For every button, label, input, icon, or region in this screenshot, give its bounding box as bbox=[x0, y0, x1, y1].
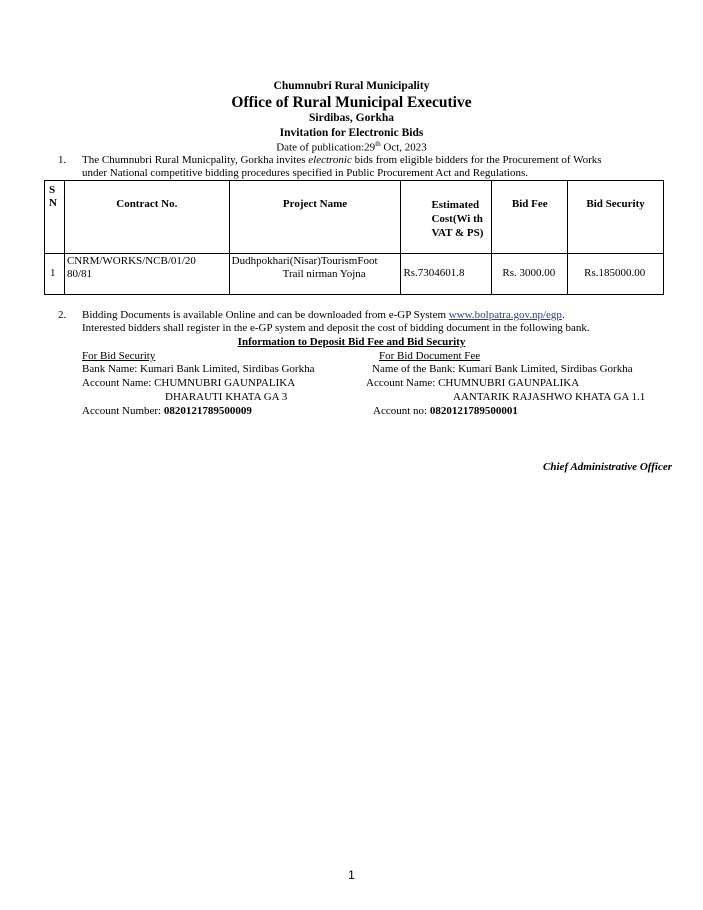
header-contract-no: Contract No. bbox=[64, 181, 229, 254]
header-bid-security: Bid Security bbox=[568, 181, 664, 254]
page-number: 1 bbox=[348, 868, 355, 882]
section-1-number: 1. bbox=[58, 154, 67, 166]
cell-estimated-cost: Rs.7304601.8 bbox=[401, 254, 492, 295]
cell-bid-security: Rs.185000.00 bbox=[568, 254, 664, 295]
signature-title: Chief Administrative Officer bbox=[543, 461, 672, 473]
bid-security-account-name: Account Name: CHUMNUBRI GAUNPALIKA bbox=[82, 377, 296, 389]
bid-security-bank: Bank Name: Kumari Bank Limited, Sirdibas Gorkha bbox=[82, 363, 315, 375]
bid-fee-account-number: Account no: 0820121789500001 bbox=[373, 405, 518, 417]
bid-fee-bank: Name of the Bank: Kumari Bank Limited, Sirdibas Gorkha bbox=[372, 363, 633, 375]
section-2-text: Bidding Documents is available Online and can be downloaded from e-GP System www.bolpatra.gov.np/egp. Interested bidders shall register in the e-GP system and deposit the cost of bidding document in the following bank. bbox=[82, 309, 590, 334]
bid-fee-account-name: Account Name: CHUMNUBRI GAUNPALIKA bbox=[366, 377, 580, 389]
bid-fee-heading: For Bid Document Fee bbox=[379, 350, 481, 362]
header-sn: S N bbox=[45, 181, 65, 254]
table-header-row bbox=[45, 181, 664, 254]
bid-security-account-name-2: DHARAUTI KHATA GA 3 bbox=[165, 391, 288, 403]
notice-title: Invitation for Electronic Bids bbox=[279, 127, 424, 139]
cell-sn: 1 bbox=[45, 254, 65, 295]
egp-link[interactable]: www.bolpatra.gov.np/egp bbox=[448, 309, 562, 321]
table-row bbox=[45, 254, 664, 295]
cell-bid-fee: Rs. 3000.00 bbox=[492, 254, 568, 295]
bid-security-heading: For Bid Security bbox=[82, 350, 156, 362]
bid-fee-account-name-2: AANTARIK RAJASHWO KHATA GA 1.1 bbox=[453, 391, 646, 403]
bid-security-account-number: Account Number: 0820121789500009 bbox=[82, 405, 252, 417]
cell-project-name: Dudhpokhari(Nisar)TourismFoot Trail nirman Yojna bbox=[229, 254, 401, 295]
cell-contract-no: CNRM/WORKS/NCB/01/20 80/81 bbox=[64, 254, 229, 295]
info-heading: Information to Deposit Bid Fee and Bid Security bbox=[237, 336, 466, 348]
section-2-number: 2. bbox=[58, 309, 67, 321]
header-bid-fee: Bid Fee bbox=[492, 181, 568, 254]
bids-table bbox=[44, 180, 664, 295]
office-title: Office of Rural Municipal Executive bbox=[231, 94, 472, 111]
publication-date: Date of publication:29th Oct, 2023 bbox=[276, 140, 427, 154]
header-estimated-cost: Estimated Cost(Wi th VAT & PS) bbox=[401, 181, 492, 254]
section-1-text: The Chumnubri Rural Municpality, Gorkha invites electronic bids from eligible bidders for the Procurement of Works under National competitive bidding procedures specified in Public Procurement Act and Regulations. bbox=[82, 154, 602, 179]
header-project-name: Project Name bbox=[229, 181, 401, 254]
municipality-name: Chumnubri Rural Municipality bbox=[273, 80, 430, 92]
location: Sirdibas, Gorkha bbox=[309, 112, 394, 124]
